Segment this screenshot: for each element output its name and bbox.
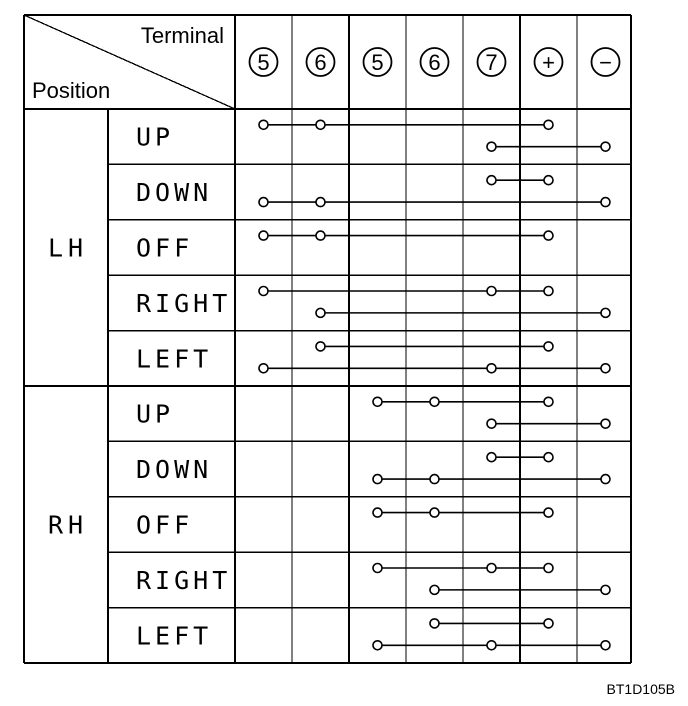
terminal-label: 5 xyxy=(371,50,384,75)
connection-node xyxy=(487,286,496,295)
connection-lh-left xyxy=(259,364,610,373)
terminal-7 xyxy=(592,48,620,76)
connection-node xyxy=(544,286,553,295)
connection-node xyxy=(544,453,553,462)
terminal-label: 6 xyxy=(428,50,441,75)
connection-node xyxy=(259,231,268,240)
terminal-label: + xyxy=(542,50,555,75)
connection-node xyxy=(259,120,268,129)
row-label-lh-up: UP xyxy=(136,122,175,152)
terminal-1 xyxy=(250,48,278,76)
row-label-rh-up: UP xyxy=(136,399,175,429)
connection-node xyxy=(601,585,610,594)
figure-code: BT1D105B xyxy=(606,681,675,697)
connection-node xyxy=(316,342,325,351)
terminal-4 xyxy=(421,48,449,76)
connection-node xyxy=(544,231,553,240)
terminal-header-row xyxy=(250,48,620,76)
connection-node xyxy=(259,198,268,207)
connection-node xyxy=(487,419,496,428)
connection-node xyxy=(601,475,610,484)
connection-lh-left xyxy=(316,342,553,351)
row-label-lh-left: LEFT xyxy=(136,344,213,374)
terminal-3 xyxy=(364,48,392,76)
group-label-lh: LH xyxy=(47,233,89,263)
connection-lh-up xyxy=(487,142,610,151)
position-header-label: Position xyxy=(32,78,111,103)
row-label-lh-off: OFF xyxy=(136,233,194,263)
connection-node xyxy=(430,585,439,594)
connection-node xyxy=(601,308,610,317)
connection-lh-down xyxy=(259,198,610,207)
group-label-rh: RH xyxy=(47,510,89,540)
connection-node xyxy=(544,397,553,406)
connection-rh-down xyxy=(373,475,610,484)
connection-node xyxy=(373,563,382,572)
row-label-rh-off: OFF xyxy=(136,510,194,540)
terminal-label: − xyxy=(599,50,612,75)
terminal-6 xyxy=(535,48,563,76)
connection-node xyxy=(487,641,496,650)
terminal-5 xyxy=(478,48,506,76)
connection-node xyxy=(430,475,439,484)
connection-rh-left xyxy=(373,641,610,650)
connection-node xyxy=(373,475,382,484)
connection-node xyxy=(487,142,496,151)
connection-node xyxy=(544,176,553,185)
connection-node xyxy=(430,619,439,628)
terminal-header-label: Terminal xyxy=(140,23,224,48)
row-label-rh-right: RIGHT xyxy=(136,565,232,595)
terminal-label: 7 xyxy=(485,50,498,75)
connection-node xyxy=(487,563,496,572)
connection-node xyxy=(601,641,610,650)
connection-node xyxy=(316,231,325,240)
row-label-rh-left: LEFT xyxy=(136,621,213,651)
connection-node xyxy=(373,397,382,406)
connection-node xyxy=(373,641,382,650)
connection-node xyxy=(601,364,610,373)
connection-node xyxy=(544,619,553,628)
connection-node xyxy=(259,364,268,373)
connection-node xyxy=(544,508,553,517)
terminal-label: 5 xyxy=(257,50,270,75)
connection-node xyxy=(487,364,496,373)
row-label-lh-down: DOWN xyxy=(136,178,213,208)
connection-node xyxy=(601,142,610,151)
connection-node xyxy=(544,342,553,351)
connection-node xyxy=(430,397,439,406)
connection-node xyxy=(544,120,553,129)
connection-node xyxy=(601,419,610,428)
connection-node xyxy=(487,453,496,462)
connection-node xyxy=(544,563,553,572)
connection-rh-left xyxy=(430,619,553,628)
connection-node xyxy=(259,286,268,295)
table-grid xyxy=(24,15,631,663)
connection-node xyxy=(316,120,325,129)
connection-node xyxy=(316,198,325,207)
connection-rh-up xyxy=(487,419,610,428)
terminal-label: 6 xyxy=(314,50,327,75)
row-label-rh-down: DOWN xyxy=(136,455,213,485)
connection-node xyxy=(430,508,439,517)
connection-node xyxy=(373,508,382,517)
terminal-2 xyxy=(307,48,335,76)
connection-node xyxy=(487,176,496,185)
connection-node xyxy=(316,308,325,317)
connection-node xyxy=(601,198,610,207)
row-label-lh-right: RIGHT xyxy=(136,288,232,318)
